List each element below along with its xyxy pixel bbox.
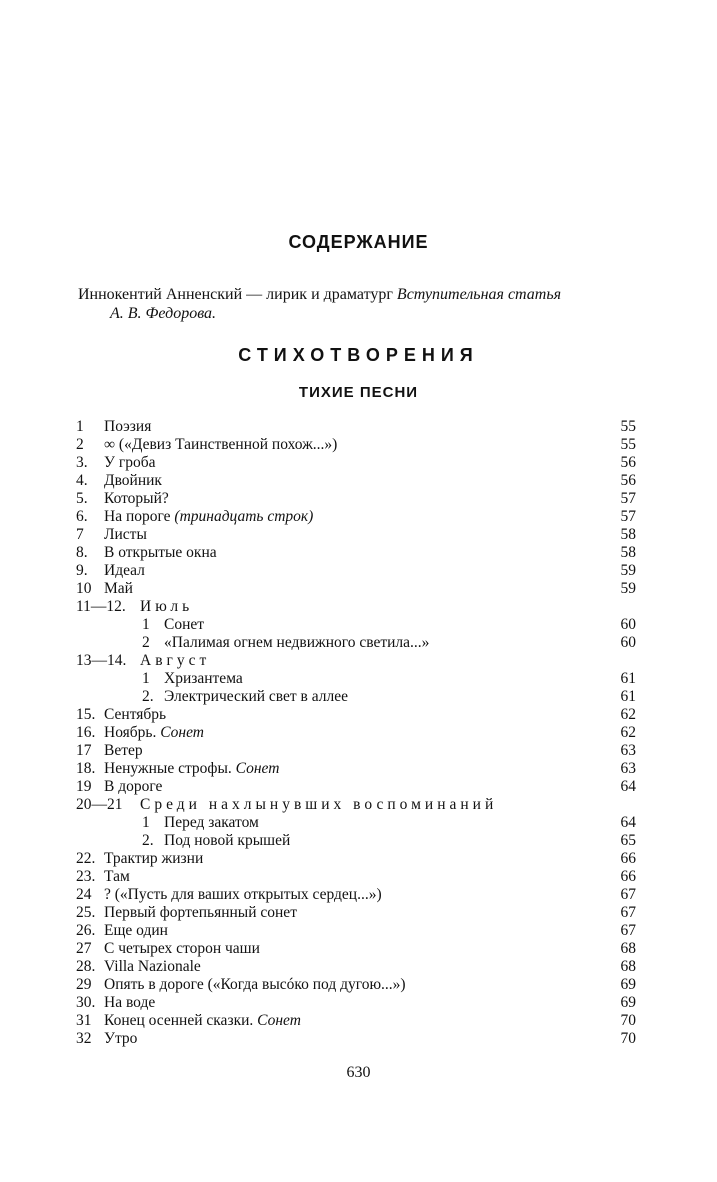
- toc-entry-number: 1: [142, 670, 150, 687]
- toc-entry-page: 69: [620, 976, 636, 993]
- toc-entry-title: [164, 616, 204, 634]
- toc-entry-title: [164, 832, 290, 850]
- intro-line-1: [78, 285, 648, 304]
- toc-entry: [76, 796, 636, 814]
- toc-entry-number: 24: [76, 886, 92, 903]
- toc-entry-title: [140, 796, 497, 814]
- toc-entry-title: [140, 652, 210, 670]
- toc-entry: [76, 724, 636, 742]
- toc-entry-number: 31: [76, 1012, 92, 1029]
- intro-author: А. В. Федорова.: [110, 305, 217, 322]
- intro-italic: Вступительная статья: [396, 286, 562, 303]
- toc-entry-title-text: Поэзия: [104, 418, 152, 435]
- toc-entry-title: [104, 940, 260, 958]
- toc-entry-title: [104, 418, 151, 436]
- toc-entry-title: [104, 742, 143, 760]
- toc-entry-title: [104, 760, 279, 778]
- toc-entry-number: 1: [142, 814, 150, 831]
- toc-entry-title: [104, 580, 133, 598]
- toc-entry: [76, 1012, 636, 1030]
- toc-entry-page: 66: [620, 850, 636, 867]
- toc-entry-title-text: «Палимая огнем недвижного светила...»: [164, 634, 430, 651]
- toc-entry-title: [104, 436, 337, 454]
- toc-entry-title-text: Ноябрь.: [104, 724, 157, 741]
- toc-entry-title: [104, 976, 406, 994]
- toc-entry-number: 2: [76, 436, 84, 453]
- toc-entry-number: 7: [76, 526, 84, 543]
- toc-entry-title: [104, 994, 155, 1012]
- toc-entry-number: 19: [76, 778, 92, 795]
- toc-entry-title: [164, 634, 429, 652]
- toc-entry-title: [104, 562, 145, 580]
- toc-entry-page: 63: [620, 760, 636, 777]
- toc-entry-title-text: Villa Nazionale: [104, 958, 201, 975]
- toc-entry: [76, 976, 636, 994]
- toc-entry-title-text: На воде: [104, 994, 156, 1011]
- toc-entry-title-text: Листы: [104, 526, 147, 543]
- toc-entry-page: 57: [620, 508, 636, 525]
- contents-heading: СОДЕРЖАНИЕ: [288, 232, 429, 252]
- toc-entry-page: 56: [620, 472, 636, 489]
- toc-entry-title-text: Конец осенней сказки.: [104, 1012, 254, 1029]
- toc-entry-title-text: Первый фортепьянный сонет: [104, 904, 297, 921]
- toc-entry-number: 2.: [142, 688, 154, 705]
- toc-entry: [76, 688, 636, 706]
- toc-entry-page: 67: [620, 904, 636, 921]
- toc-entry-title: [164, 688, 348, 706]
- toc-entry: [76, 742, 636, 760]
- toc-entry-title: [104, 454, 155, 472]
- toc-entry-title-italic: Сонет: [257, 1012, 301, 1029]
- intro-line-2: [78, 304, 648, 323]
- toc-entry-page: 59: [620, 580, 636, 597]
- toc-entry: [76, 940, 636, 958]
- toc-entry-title: [104, 886, 382, 904]
- toc-entry-title-text: Ненужные строфы.: [104, 760, 232, 777]
- toc-entry-number: 26.: [76, 922, 96, 939]
- toc-entry: [76, 994, 636, 1012]
- toc-list: [76, 418, 636, 1048]
- toc-entry-title-text: На пороге: [104, 508, 171, 525]
- toc-entry-page: 67: [620, 886, 636, 903]
- toc-entry: [76, 886, 636, 904]
- toc-entry: [76, 652, 636, 670]
- toc-entry: [76, 958, 636, 976]
- toc-entry-title-text: Сонет: [164, 616, 205, 633]
- toc-entry-title-text: ∞ («Девиз Таинственной похож...»): [104, 436, 338, 453]
- toc-entry-number: 17: [76, 742, 92, 759]
- toc-entry-number: 9.: [76, 562, 88, 579]
- toc-entry-title-text: Перед закатом: [164, 814, 259, 831]
- toc-entry-title-text: Август: [140, 652, 211, 669]
- toc-entry-title-text: Май: [104, 580, 133, 597]
- toc-entry-title: [104, 490, 169, 508]
- intro-text: Иннокентий Анненский — лирик и драматург: [78, 286, 397, 303]
- toc-entry-title-text: Утро: [104, 1030, 138, 1047]
- toc-entry-number: 25.: [76, 904, 96, 921]
- toc-entry-title: [104, 544, 217, 562]
- toc-entry-number: 1: [76, 418, 84, 435]
- toc-entry-number: 4.: [76, 472, 88, 489]
- intro-entry: [78, 285, 648, 323]
- toc-entry: [76, 490, 636, 508]
- toc-entry-page: 67: [620, 922, 636, 939]
- toc-entry-title-text: Июль: [140, 598, 194, 615]
- toc-entry-title-text: Электрический свет в аллее: [164, 688, 348, 705]
- toc-entry-title-text: Ветер: [104, 742, 143, 759]
- toc-entry-title: [104, 724, 204, 742]
- toc-entry-page: 62: [620, 706, 636, 723]
- toc-entry-title-text: Который?: [104, 490, 169, 507]
- toc-entry-title: [104, 1012, 301, 1030]
- toc-entry-title-text: В открытые окна: [104, 544, 217, 561]
- toc-entry-number: 29: [76, 976, 92, 993]
- toc-entry: [76, 418, 636, 436]
- toc-entry-page: 69: [620, 994, 636, 1011]
- toc-entry: [76, 562, 636, 580]
- section-title: ТИХИЕ ПЕСНИ: [298, 384, 419, 401]
- toc-entry-number: 28.: [76, 958, 96, 975]
- toc-entry-page: 68: [620, 958, 636, 975]
- toc-entry: [76, 814, 636, 832]
- toc-entry-title-italic: Сонет: [235, 760, 280, 777]
- toc-entry: [76, 1030, 636, 1048]
- toc-entry-title: [104, 868, 130, 886]
- toc-entry-title: [104, 958, 201, 976]
- toc-entry-title-text: Двойник: [104, 472, 162, 489]
- toc-entry-title-text: Там: [104, 868, 130, 885]
- toc-entry: [76, 904, 636, 922]
- toc-entry-page: 57: [620, 490, 636, 507]
- toc-entry-page: 70: [620, 1012, 636, 1029]
- toc-entry-number: 3.: [76, 454, 88, 471]
- toc-entry-title: [104, 706, 166, 724]
- toc-entry: [76, 922, 636, 940]
- toc-entry-title-text: Идеал: [104, 562, 145, 579]
- toc-entry: [76, 436, 636, 454]
- toc-entry-number: 20—21: [76, 796, 123, 813]
- toc-entry-title-text: Трактир жизни: [104, 850, 204, 867]
- toc-entry-page: 64: [620, 814, 636, 831]
- toc-entry-number: 1: [142, 616, 150, 633]
- toc-entry-number: 16.: [76, 724, 96, 741]
- toc-entry-title-italic: Сонет: [160, 724, 204, 741]
- toc-entry-page: 68: [620, 940, 636, 957]
- toc-entry-title-text: С четырех сторон чаши: [104, 940, 260, 957]
- toc-entry-number: 6.: [76, 508, 88, 525]
- toc-entry-title: [104, 508, 313, 526]
- toc-entry-page: 70: [620, 1030, 636, 1047]
- toc-entry-title: [104, 778, 162, 796]
- toc-entry-page: 55: [620, 418, 636, 435]
- toc-entry-page: 64: [620, 778, 636, 795]
- toc-entry-title: [140, 598, 193, 616]
- toc-entry-page: 56: [620, 454, 636, 471]
- toc-entry-title-text: Среди нахлынувших воспоминаний: [140, 796, 498, 813]
- toc-entry-title-text: В дороге: [104, 778, 163, 795]
- toc-entry-title: [104, 526, 147, 544]
- toc-entry-number: 11—12.: [76, 598, 126, 615]
- toc-entry: [76, 778, 636, 796]
- toc-entry-title-text: У гроба: [104, 454, 156, 471]
- page-number: 630: [346, 1064, 371, 1081]
- toc-entry-number: 2: [142, 634, 150, 651]
- toc-entry-number: 8.: [76, 544, 88, 561]
- toc-entry: [76, 472, 636, 490]
- toc-entry: [76, 508, 636, 526]
- toc-entry-page: 60: [620, 616, 636, 633]
- toc-entry-number: 27: [76, 940, 92, 957]
- toc-entry-number: 10: [76, 580, 92, 597]
- toc-entry-page: 62: [620, 724, 636, 741]
- toc-entry-title-text: ? («Пусть для ваших открытых сердец...»): [104, 886, 382, 903]
- toc-entry: [76, 634, 636, 652]
- toc-entry-page: 60: [620, 634, 636, 651]
- toc-entry-title: [164, 670, 243, 688]
- toc-entry-page: 58: [620, 526, 636, 543]
- toc-entry: [76, 760, 636, 778]
- toc-entry-title: [164, 814, 259, 832]
- toc-entry-page: 55: [620, 436, 636, 453]
- toc-entry-title-text: Сентябрь: [104, 706, 167, 723]
- toc-entry-number: 2.: [142, 832, 154, 849]
- toc-entry-title-text: Под новой крышей: [164, 832, 291, 849]
- toc-entry-number: 18.: [76, 760, 96, 777]
- part-title: СТИХОТВОРЕНИЯ: [238, 345, 479, 365]
- toc-entry-title-text: Еще один: [104, 922, 168, 939]
- toc-entry: [76, 580, 636, 598]
- toc-entry-title-text: Опять в дороге («Когда высóко под дугою...»): [104, 976, 406, 993]
- toc-entry: [76, 832, 636, 850]
- toc-entry: [76, 526, 636, 544]
- toc-entry: [76, 868, 636, 886]
- toc-entry-title: [104, 1030, 137, 1048]
- toc-entry: [76, 544, 636, 562]
- toc-entry-number: 15.: [76, 706, 96, 723]
- toc-entry: [76, 670, 636, 688]
- toc-entry: [76, 598, 636, 616]
- toc-entry: [76, 706, 636, 724]
- toc-entry-title: [104, 850, 203, 868]
- toc-entry-number: 22.: [76, 850, 96, 867]
- toc-entry: [76, 616, 636, 634]
- toc-entry-page: 63: [620, 742, 636, 759]
- toc-entry-page: 66: [620, 868, 636, 885]
- toc-entry-page: 58: [620, 544, 636, 561]
- toc-entry-title: [104, 904, 297, 922]
- toc-entry-title: [104, 922, 168, 940]
- toc-entry-number: 5.: [76, 490, 88, 507]
- toc-entry-page: 61: [620, 670, 636, 687]
- toc-entry-page: 61: [620, 688, 636, 705]
- toc-entry-page: 59: [620, 562, 636, 579]
- toc-entry: [76, 850, 636, 868]
- toc-entry-title-text: Хризантема: [164, 670, 243, 687]
- toc-entry-number: 30.: [76, 994, 96, 1011]
- toc-entry-title-italic: (тринадцать строк): [174, 508, 314, 525]
- toc-entry-number: 32: [76, 1030, 92, 1047]
- toc-entry: [76, 454, 636, 472]
- toc-entry-title: [104, 472, 162, 490]
- toc-entry-page: 65: [620, 832, 636, 849]
- toc-entry-number: 23.: [76, 868, 96, 885]
- toc-entry-number: 13—14.: [76, 652, 127, 669]
